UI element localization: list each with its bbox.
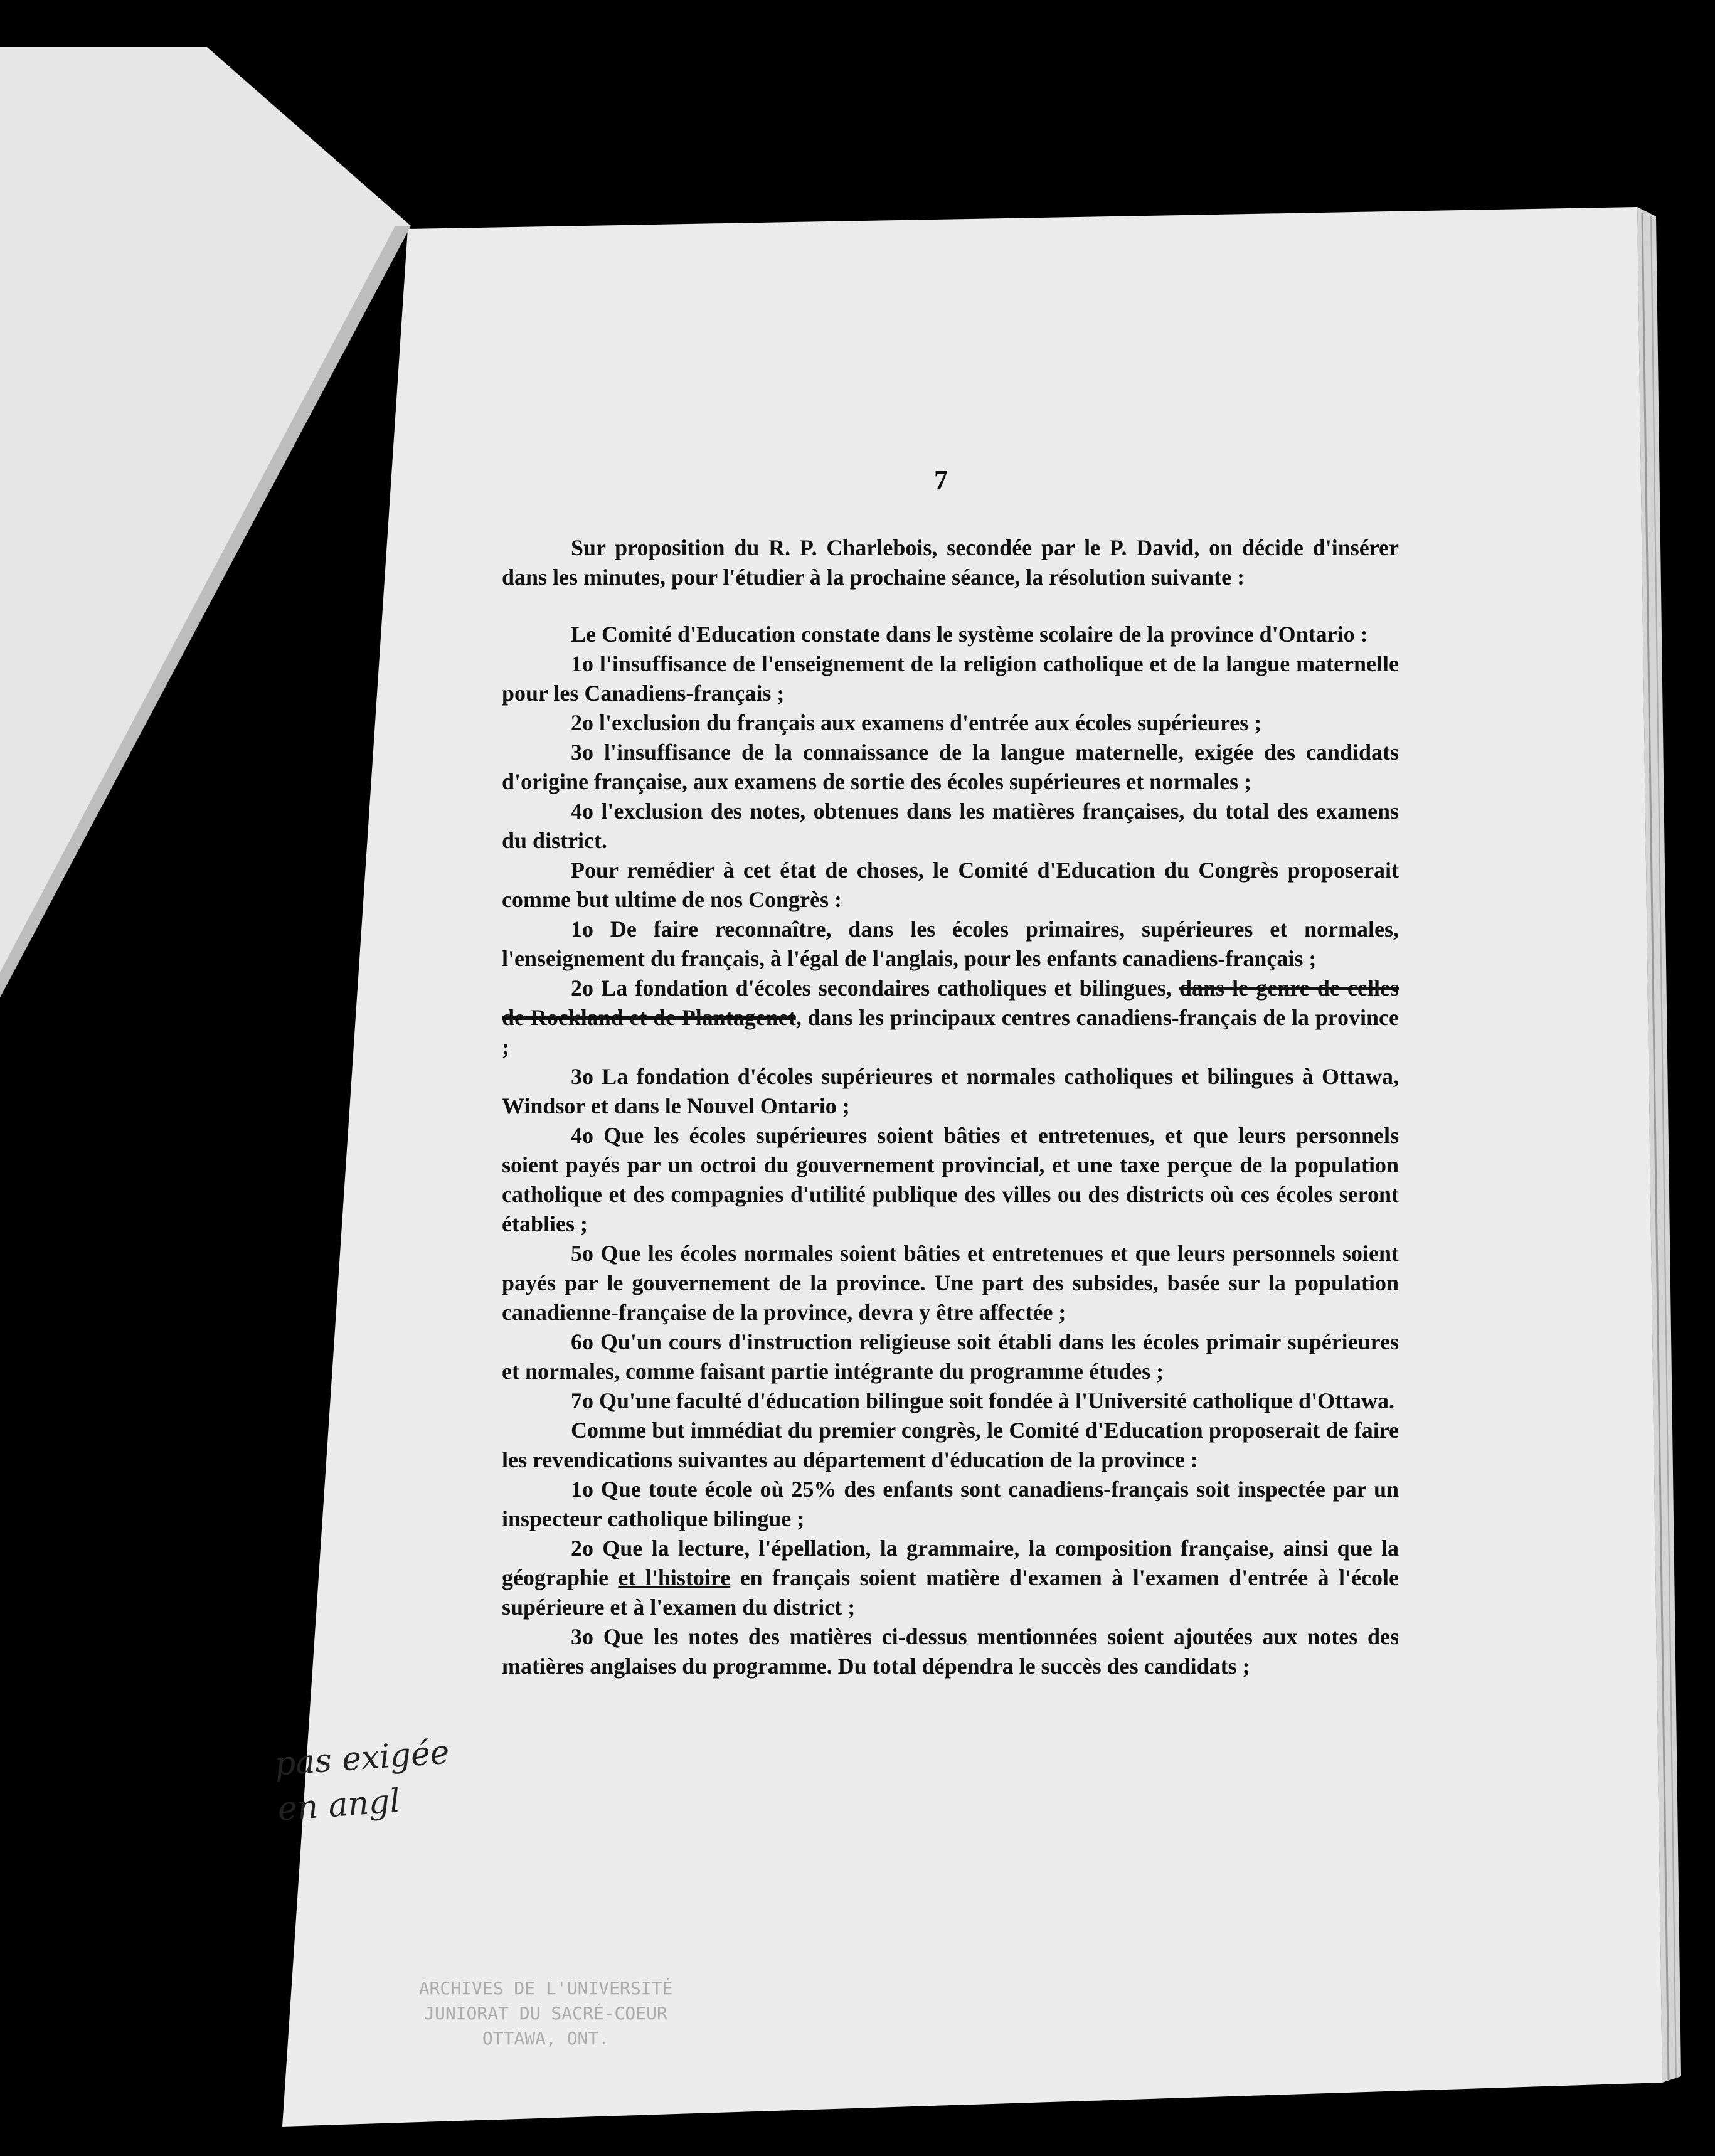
struck-through-text: dans le genre de celles de Rockland et de Plantagenet [502,975,1399,1030]
goal-2-start: 2o La fondation d'écoles secondaires catholiques et bilingues, [571,975,1179,1001]
ultimate-goal-item: 3o La fondation d'écoles supérieures et normales catholiques et bilingues à Ottawa, Windsor et dans le Nouvel Ontario ; [502,1064,1399,1118]
opening-paragraph: Sur proposition du R. P. Charlebois, secondée par le P. David, on décide d'insérer dans les minutes, pour l'étudier à la prochaine séance, la résolution suivante : [502,535,1399,590]
immediate-demand-item: 3o Que les notes des matières ci-dessus mentionnées soient ajoutées aux notes des matières anglaises du programme. Du total dépendra le succès des candidats ; [502,1624,1399,1679]
finding-item: 2o l'exclusion du français aux examens d'entrée aux écoles supérieures ; [571,710,1262,735]
ultimate-goal-item: 4o Que les écoles supérieures soient bâties et entretenues, et que leurs personnels soient payés par un octroi du gouvernement provincial, et une taxe perçue de la population catholique et des compagnies d'utilité publique des villes ou des districts où ces écoles seront établies ; [502,1123,1399,1236]
remedy-intro: Pour remédier à cet état de choses, le Comité d'Education du Congrès proposerait comme but ultime de nos Congrès : [502,858,1399,912]
ultimate-goal-item [502,974,1399,1062]
ultimate-goal-item: 6o Qu'un cours d'instruction religieuse soit établi dans les écoles primair supérieures et normales, comme faisant partie intégrante du programme études ; [502,1329,1399,1384]
immediate-demand-item: 1o Que toute école où 25% des enfants sont canadiens-français soit inspectée par un inspecteur catholique bilingue ; [502,1477,1399,1531]
ultimate-goal-item: 5o Que les écoles normales soient bâties et entretenues et que leurs personnels soient payés par le gouvernement de la province. Une part des subsides, basée sur la population canadienne-française de la province, devra y être affectée ; [502,1241,1399,1325]
handwritten-margin-note: pas exigée en angl [273,1733,451,1829]
folded-flyleaf [0,47,411,997]
immediate-intro: Comme but immédiat du premier congrès, le Comité d'Education proposerait de faire les revendications suivantes au département d'éducation de la province : [502,1418,1399,1472]
ultimate-goal-item: 7o Qu'une faculté d'éducation bilingue soit fondée à l'Université catholique d'Ottawa. [571,1388,1395,1413]
finding-item: 1o l'insuffisance de l'enseignement de la religion catholique et de la langue maternelle pour les Canadiens-français ; [502,651,1399,706]
finding-item: 3o l'insuffisance de la connaissance de la langue maternelle, exigée des candidats d'origine française, aux examens de sortie des écoles supérieures et normales ; [502,740,1399,794]
committee-statement: Le Comité d'Education constate dans le système scolaire de la province d'Ontario : [571,622,1368,647]
document-body [502,533,1399,1681]
stamp-line: ARCHIVES DE L'UNIVERSITÉ [418,1978,673,1999]
demand-2-start: 2o Que la lecture, l'épellation, la grammaire, la composition française, ainsi que la géographie [502,1536,1399,1590]
demand-2-end: en français soient matière d'examen à l'examen d'entrée à l'école supérieure et à l'examen du district ; [502,1565,1399,1620]
goal-2-end: , dans les principaux centres canadiens-français de la province ; [502,1005,1399,1059]
page-number: 7 [934,465,948,496]
underlined-text: et l'histoire [618,1565,731,1590]
finding-item: 4o l'exclusion des notes, obtenues dans les matières françaises, du total des examens du district. [502,799,1399,853]
stamp-line: OTTAWA, ONT. [482,2028,610,2049]
stamp-line: JUNIORAT DU SACRÉ-COEUR [424,2003,667,2024]
immediate-demand-item [502,1534,1399,1622]
ultimate-goal-item: 1o De faire reconnaître, dans les écoles primaires, supérieures et normales, l'enseignement du français, à l'égal de l'anglais, pour les enfants canadiens-français ; [502,916,1399,971]
archive-stamp [351,1976,740,2051]
